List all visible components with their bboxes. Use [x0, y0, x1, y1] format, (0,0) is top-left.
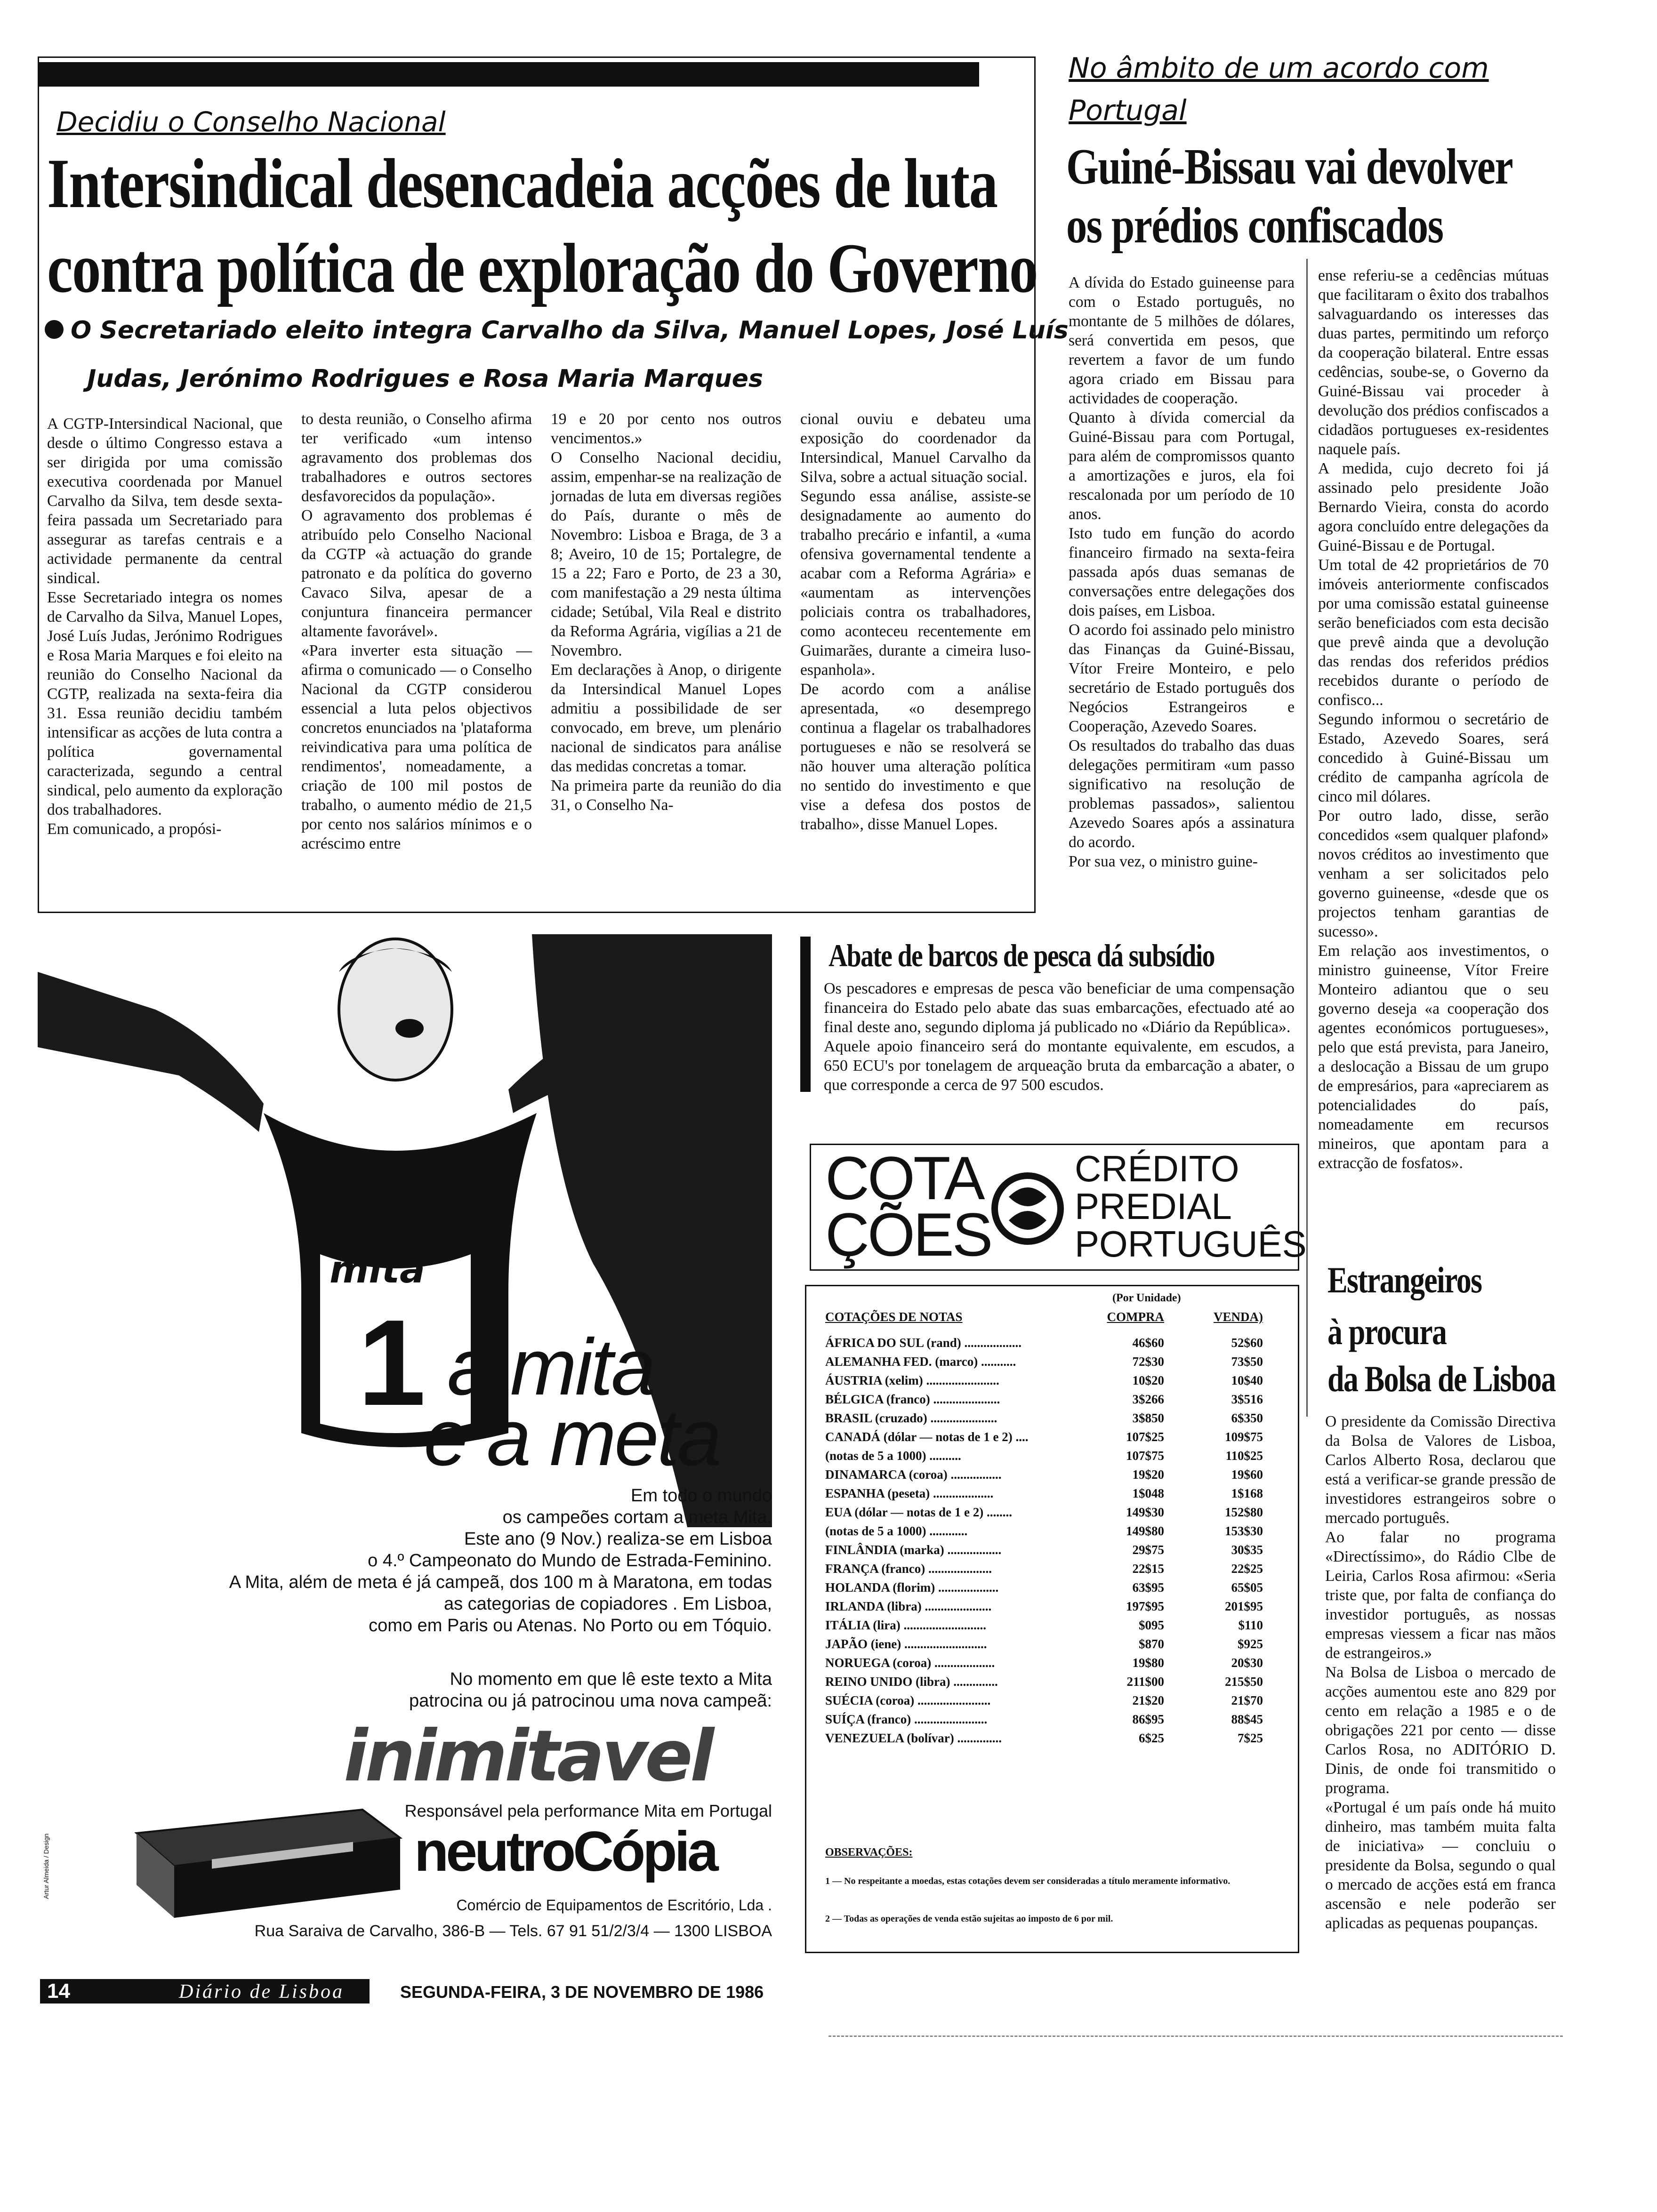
rate-row	[825, 1635, 1263, 1653]
rate-sell: $110	[1238, 1618, 1263, 1632]
rate-buy: 19$80	[1132, 1656, 1164, 1670]
main-column-2: to desta reunião, o Conselho afirma ter verificado «um intenso agravamento dos problemas dos trabalhadores e outros sectores desfavorecidos da população». O agravamento dos problemas é atribuído pelo Conselho Nacional da CGTP «à actuação do grande patronato e da política do governo Cavaco Silva, apesar de a conjuntura financeira permancer altamente favorável». «Para inverter esta situação — afirma o comunicado — o Conselho Nacional da CGTP considerou essencial a luta pelos objectivos concretos enunciados na 'plataforma reivindicativa para uma política de rendimentos', nomeadamente, a criação de 100 mil postos de trabalho, o aumento médio de 21,5 por cento nos salários mínimos e o acréscimo entre	[301, 410, 532, 852]
rate-sell: 73$50	[1231, 1354, 1263, 1369]
rate-buy: 19$20	[1132, 1467, 1164, 1482]
bolsa-headline-line-2: à procura	[1327, 1311, 1447, 1352]
rates-obs-2: 2 — Todas as operações de venda estão sujeitas ao imposto de 6 por mil.	[825, 1914, 1113, 1924]
bolsa-body: O presidente da Comissão Directiva da Bolsa de Valores de Lisboa, Carlos Alberto Rosa, declarou que está a verificar-se grande pressão de investidores estrangeiros sobre o mercado português. Ao falar no programa «Directíssimo», do Rádio Clbe de Leiria, Carlos Rosa afirmou: «Seria triste que, por falta de confiança do investidor português, as nossas empresas viessem a ficar nas mãos de estrangeiros.» Na Bolsa de Lisboa o mercado de acções aumentou este ano 829 por cento em relação a 1985 e o de obrigações 221 por cento — disse Carlos Rosa, no ADITÓRIO D. Dinis, de onde foi transmitido o programa. «Portugal é um país onde há muito dinheiro, mas também muita falta de iniciativa» — concluiu o presidente da Bolsa, segundo o qual o mercado de acções está em franca ascensão e nele poderão ser aplicadas as pequenas poupanças.	[1325, 1413, 1556, 1932]
rate-sell: 88$45	[1231, 1712, 1263, 1726]
rate-row	[825, 1710, 1263, 1729]
main-column-4: cional ouviu e debateu uma exposição do coordenador da Intersindical, Manuel Carvalho da Silva, sobre a actual situação social. Segundo essa análise, assiste-se designadamente ao aumento do trabalho precário e infantil, a «uma ofensiva governamental tendente a acabar com a Reforma Agrária» e «aumentam as intervenções policiais contra os trabalhadores, como aconteceu recentemente em Guimarães, durante a cimeira luso-espanhola». De acordo com a análise apresentada, «o desemprego continua a flagelar os trabalhadores portugueses e não se resolverá se não houver uma alteração política no sentido do investimento e que vise a defesa dos postos de trabalho», disse Manuel Lopes.	[800, 410, 1031, 833]
guine-headline-line-2: os prédios confiscados	[1066, 198, 1443, 254]
rates-header-row	[825, 1307, 1263, 1326]
rate-row	[825, 1672, 1263, 1691]
guine-headline-line-1: Guiné-Bissau vai devolver	[1066, 139, 1512, 195]
rate-cur: BRASIL (cruzado) .....................	[825, 1411, 997, 1425]
ad-design-credit: Artur Almeida / Design	[42, 1833, 50, 1899]
rate-row	[825, 1371, 1263, 1390]
rate-buy: 211$00	[1126, 1675, 1164, 1689]
main-subhead-line-2: Judas, Jerónimo Rodrigues e Rosa Maria Marques	[87, 365, 763, 393]
credito-predial-text-2: PREDIAL	[1075, 1186, 1232, 1227]
rate-buy: 1$048	[1132, 1486, 1164, 1500]
page-number: 14	[47, 1980, 70, 2003]
cotacoes-logo-text-2: ÇÕES	[825, 1200, 991, 1269]
rate-cur: CANADÁ (dólar — notas de 1 e 2) ....	[825, 1430, 1029, 1444]
rate-sell: $925	[1238, 1637, 1263, 1651]
ad-responsavel: Responsável pela performance Mita em Portugal	[404, 1801, 772, 1820]
rate-row	[825, 1578, 1263, 1597]
rate-buy: 21$20	[1132, 1693, 1164, 1707]
main-subhead-line-1: O Secretariado eleito integra Carvalho da Silva, Manuel Lopes, José Luís	[71, 316, 1069, 345]
rate-cur: JAPÃO (iene) ..........................	[825, 1637, 987, 1651]
fish-headline: Abate de barcos de pesca dá subsídio	[828, 938, 1215, 973]
rate-buy: 149$30	[1126, 1505, 1164, 1519]
rate-cur: VENEZUELA (bolívar) ..............	[825, 1731, 1002, 1745]
rate-cur: ÁFRICA DO SUL (rand) ..................	[825, 1336, 1022, 1350]
rate-cur: NORUEGA (coroa) ...................	[825, 1656, 995, 1670]
rate-cur: (notas de 5 a 1000) ............	[825, 1524, 968, 1538]
cotacoes-logo-box	[810, 1144, 1307, 1271]
credito-predial-text-3: PORTUGUÊS	[1075, 1223, 1307, 1265]
rate-row	[825, 1653, 1263, 1672]
rate-sell: 20$30	[1231, 1656, 1263, 1670]
rate-cur: REINO UNIDO (libra) ..............	[825, 1675, 998, 1689]
rates-unit-note: (Por Unidade)	[1112, 1292, 1181, 1304]
rate-row	[825, 1540, 1263, 1559]
exchange-rates-table	[805, 1285, 1299, 1953]
top-black-rule	[38, 62, 979, 87]
rate-buy: 107$25	[1126, 1430, 1164, 1444]
rates-header-currency: COTAÇÕES DE NOTAS	[825, 1310, 963, 1324]
rate-sell: 3$516	[1231, 1392, 1263, 1406]
rate-row	[825, 1446, 1263, 1465]
main-column-1: A CGTP-Intersindical Nacional, que desde o último Congresso estava a ser dirigida por uma comissão executiva coordenada por Manuel Carvalho da Silva, tem desde sexta-feira passada um Secretariado para assegurar as tarefas centrais e a actividade permanente da central sindical. Esse Secretariado integra os nomes de Carvalho da Silva, Manuel Lopes, José Luís Judas, Jerónimo Rodrigues e Rosa Maria Marques e foi eleito na reunião do Conselho Nacional da CGTP, realizada na sexta-feira dia 31. Essa reunião decidiu também intensificar as acções de luta contra a política governamental caracterizada, segundo a central sindical, pelo aumento da exploração dos trabalhadores. Em comunicado, a propósi-	[47, 415, 282, 838]
rate-cur: DINAMARCA (coroa) ................	[825, 1467, 1002, 1482]
rate-row	[825, 1427, 1263, 1446]
rate-sell: 22$25	[1231, 1562, 1263, 1576]
rates-obs-1: 1 — No respeitante a moedas, estas cotações devem ser consideradas a título meramente informativo.	[825, 1876, 1231, 1886]
ad-slogan-1: a mita	[447, 1322, 654, 1412]
rate-cur: SUÉCIA (coroa) .......................	[825, 1693, 991, 1707]
rate-buy: 107$75	[1126, 1449, 1164, 1463]
rate-row	[825, 1465, 1263, 1484]
rates-header-buy: COMPRA	[1107, 1310, 1164, 1324]
ad-address: Rua Saraiva de Carvalho, 386-B — Tels. 67 91 51/2/3/4 — 1300 LISBOA	[254, 1922, 772, 1940]
rate-cur: FRANÇA (franco) ....................	[825, 1562, 992, 1576]
rate-sell: 201$95	[1225, 1599, 1263, 1613]
bolsa-headline-line-1: Estrangeiros	[1327, 1259, 1482, 1300]
rate-cur: ITÁLIA (lira) ..........................	[825, 1618, 987, 1632]
rate-cur: SUÍÇA (franco) .......................	[825, 1712, 988, 1726]
credito-predial-text-1: CRÉDITO	[1075, 1148, 1239, 1189]
rate-buy: $095	[1139, 1618, 1164, 1632]
main-headline-line-1: Intersindical desencadeia acções de luta	[47, 144, 997, 223]
rate-cur: (notas de 5 a 1000) ..........	[825, 1449, 961, 1463]
main-headline-line-2: contra política de exploração do Governo	[47, 229, 1038, 307]
rate-row	[825, 1691, 1263, 1710]
rate-cur: ESPANHA (peseta) ...................	[825, 1486, 994, 1500]
rate-sell: 7$25	[1238, 1731, 1263, 1745]
paper-name: Diário de Lisboa	[179, 1981, 345, 2003]
rate-row	[825, 1522, 1263, 1540]
rate-buy: 63$95	[1132, 1580, 1164, 1595]
rate-sell: 215$50	[1225, 1675, 1263, 1689]
rate-buy: 72$30	[1132, 1354, 1164, 1369]
rate-sell: 30$35	[1231, 1543, 1263, 1557]
cotacoes-logo-text-1: COTA	[825, 1144, 983, 1212]
mita-advertisement	[38, 934, 772, 1974]
issue-date: SEGUNDA-FEIRA, 3 DE NOVEMBRO DE 1986	[400, 1982, 764, 2002]
rate-buy: 3$266	[1132, 1392, 1164, 1406]
rate-sell: 6$350	[1231, 1411, 1263, 1425]
rates-body	[825, 1333, 1263, 1747]
ad-slogan-2: e a meta	[424, 1393, 720, 1483]
fish-body: Os pescadores e empresas de pesca vão beneficiar de uma compensação financeira do Estado pelo abate das suas embarcações, efectuado até ao final deste ano, segundo diploma já publicado no «Diário da República». Aquele apoio financeiro será do montante equivalente, em escudos, a 650 ECU's por tonelagem de arqueação bruta da embarcação a abater, o que corresponde a cerca de 97 500 escudos.	[824, 980, 1295, 1094]
guine-kicker-1: No âmbito de um acordo com	[1069, 52, 1489, 85]
bottom-divider	[828, 2036, 1563, 2037]
ad-company: Comércio de Equipamentos de Escritório, Lda .	[456, 1897, 772, 1914]
rate-buy: 10$20	[1132, 1373, 1164, 1387]
rate-row	[825, 1729, 1263, 1747]
rate-row	[825, 1390, 1263, 1409]
rate-cur: BÉLGICA (franco) .....................	[825, 1392, 1000, 1406]
rate-sell: 1$168	[1231, 1486, 1263, 1500]
rate-buy: $870	[1139, 1637, 1164, 1651]
rate-cur: ALEMANHA FED. (marco) ...........	[825, 1354, 1016, 1369]
fish-article-bar	[800, 937, 811, 1092]
rate-row	[825, 1484, 1263, 1503]
rate-buy: 197$95	[1126, 1599, 1164, 1613]
rate-cur: FINLÂNDIA (marka) .................	[825, 1543, 1002, 1557]
rate-row	[825, 1409, 1263, 1427]
rate-row	[825, 1559, 1263, 1578]
main-kicker: Decidiu o Conselho Nacional	[56, 106, 446, 138]
rate-row	[825, 1352, 1263, 1371]
guine-column-1: A dívida do Estado guineense para com o Estado português, no montante de 5 milhões de dólares, será convertida em pesos, que revertem a favor de um fundo agora criado em Bissau para actividades de cooperação. Quanto à dívida comercial da Guiné-Bissau para com Portugal, para além de compromissos quanto a amortizações e juros, ela foi rescalonada por um período de 10 anos. Isto tudo em função do acordo financeiro firmado na sexta-feira passada após duas semanas de conversações entre delegações dos dois países, em Lisboa. O acordo foi assinado pelo ministro das Finanças da Guiné-Bissau, Vítor Freire Monteiro, e pelo secretário de Estado português dos Negócios Estrangeiros e Cooperação, Azevedo Soares. Os resultados do trabalho das duas delegações permitiram «um passo significativo na resolução de problemas passados», salientou Azevedo Soares após a assinatura do acordo. Por sua vez, o ministro guine-	[1069, 274, 1295, 870]
rate-row	[825, 1597, 1263, 1616]
main-column-3: 19 e 20 por cento nos outros vencimentos.» O Conselho Nacional decidiu, assim, empenhar-se na realização de jornadas de luta em diversas regiões do País, durante o mês de Novembro: Lisboa e Braga, de 3 a 8; Aveiro, 10 de 15; Portalegre, de 15 a 22; Faro e Porto, de 23 a 30, com manifestação a 29 nesta última cidade; Setúbal, Vila Real e distrito da Reforma Agrária, vigílias a 21 de Novembro. Em declarações à Anop, o dirigente da Intersindical Manuel Lopes admitiu a possibilidade de ser convocado, em breve, um plenário nacional de sindicatos para análise das medidas concretas a tomar. Na primeira parte da reunião do dia 31, o Conselho Na-	[551, 410, 781, 814]
bib-brand-text: mita	[330, 1248, 426, 1291]
rate-sell: 21$70	[1231, 1693, 1263, 1707]
rate-buy: 46$60	[1132, 1336, 1164, 1350]
bolsa-headline-line-3: da Bolsa de Lisboa	[1327, 1358, 1556, 1399]
ad-brand-logo: neutroCópia	[414, 1820, 716, 1883]
guine-kicker-2: Portugal	[1069, 94, 1187, 127]
rates-header-sell: VENDA)	[1214, 1310, 1263, 1324]
rate-sell: 19$60	[1231, 1467, 1263, 1482]
ad-body-1: Em todo o mundo os campeões cortam a meta Mita. Este ano (9 Nov.) realiza-se em Lisboa o 4.º Campeonato do Mundo de Estrada-Feminino. A Mita, além de meta é já campeã, dos 100 m à Maratona, em todas as categorias de copiadores . Em Lisboa, como em Paris ou Atenas. No Porto ou em Tóquio.	[229, 1486, 772, 1635]
ad-inimitavel-text: inimitavel	[344, 1715, 712, 1797]
rate-sell: 110$25	[1225, 1449, 1263, 1463]
rate-cur: HOLANDA (florim) ...................	[825, 1580, 999, 1595]
ad-body-2: No momento em que lê este texto a Mita patrocina ou já patrocinou uma nova campeã:	[409, 1669, 772, 1711]
rate-sell: 109$75	[1225, 1430, 1263, 1444]
rate-buy: 86$95	[1132, 1712, 1164, 1726]
rate-row	[825, 1333, 1263, 1352]
bib-number-text: 1	[358, 1295, 426, 1431]
rate-row	[825, 1503, 1263, 1522]
rate-buy: 22$15	[1132, 1562, 1164, 1576]
guine-column-2: ense referiu-se a cedências mútuas que facilitaram o êxito dos trabalhos salvaguardando os interesses das duas partes, permitindo um reforço da cooperação bilateral. Entre essas cedências, soube-se, o Governo da Guiné-Bissau vai proceder à devolução dos prédios confiscados a cidadãos portugueses ex-residentes naquele país. A medida, cujo decreto foi já assinado pelo presidente João Bernardo Vieira, consta do acordo agora concluído entre delegações da Guiné-Bissau e de Portugal. Um total de 42 proprietários de 70 imóveis anteriormente confiscados por uma comissão estatal guineense serão beneficiados com esta decisão que prevê ainda que a devolução das rendas dos referidos prédios recebidos durante o período de confisco... Segundo informou o secretário de Estado, Azevedo Soares, será concedido à Guiné-Bissau um crédito de campanha agrícola de cinco mil dólares. Por outro lado, disse, serão concedidos «sem qualquer plafond» novos créditos ao investimento que venham a ser solicitados pelo governo guineense, «desde que os projectos tenham garantias de sucesso». Em relação aos investimentos, o ministro guineense, Vítor Freire Monteiro adiantou que o seu governo deseja «a cooperação dos agentes económicos portugueses», pelo que está prevista, para Janeiro, a deslocação a Bissau de um grupo de empresários, para «apreciarem as potencialidades do país, nomeadamente em recursos mineiros, que apontam para a extracção de fosfatos».	[1318, 267, 1549, 1172]
bullet-icon	[45, 320, 64, 339]
rate-cur: EUA (dólar — notas de 1 e 2) ........	[825, 1505, 1013, 1519]
rates-obs-title: OBSERVAÇÕES:	[825, 1846, 913, 1859]
rate-row	[825, 1616, 1263, 1635]
rate-sell: 152$80	[1225, 1505, 1263, 1519]
rate-buy: 29$75	[1132, 1543, 1164, 1557]
rate-buy: 6$25	[1139, 1731, 1164, 1745]
rate-buy: 149$80	[1126, 1524, 1164, 1538]
rate-sell: 52$60	[1231, 1336, 1263, 1350]
rate-buy: 3$850	[1132, 1411, 1164, 1425]
rate-sell: 153$30	[1225, 1524, 1263, 1538]
rate-sell: 10$40	[1231, 1373, 1263, 1387]
rate-cur: IRLANDA (libra) .....................	[825, 1599, 992, 1613]
credito-predial-logo-icon	[990, 1169, 1065, 1249]
rate-cur: ÁUSTRIA (xelim) .......................	[825, 1373, 999, 1387]
rate-sell: 65$05	[1231, 1580, 1263, 1595]
